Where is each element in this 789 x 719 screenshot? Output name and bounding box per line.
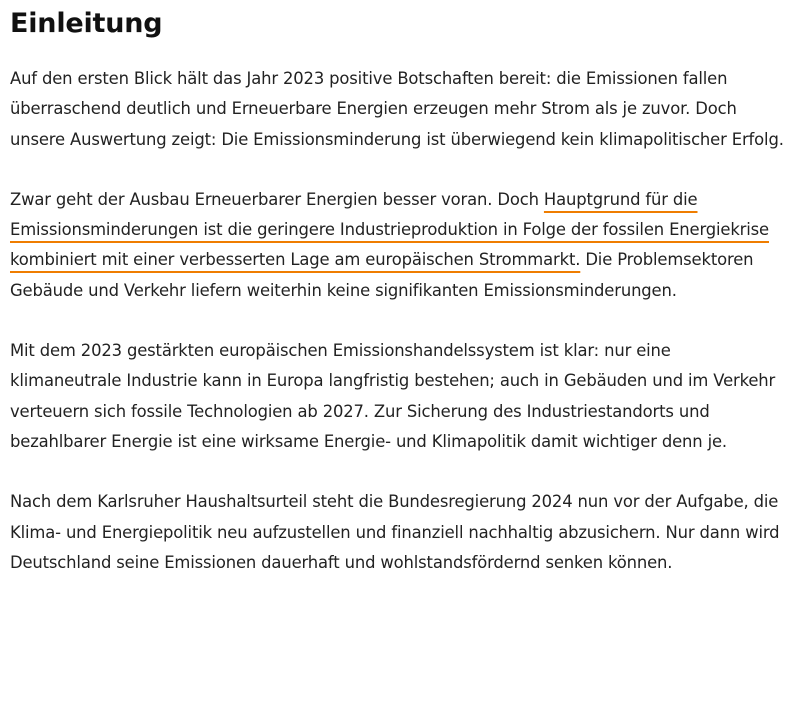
paragraph-budget-ruling: Nach dem Karlsruher Haushaltsurteil steht die Bundesregierung 2024 nun vor der Aufgabe, die Klima- und Energiepolitik neu aufzustellen und finanziell nachhaltig abzusichern. Nur dann wird Deutschland seine Emissionen dauerhaft und wohlstandsfördernd senken können. (10, 492, 780, 572)
paragraph-emissions-trading: Mit dem 2023 gestärkten europäischen Emissionshandelssystem ist klar: nur eine klimaneutrale Industrie kann in Europa langfristig bestehen; auch in Gebäuden und im Verkehr verteuern sich fossile Technologien ab 2027. Zur Sicherung des Industriestandorts und bezahlbarer Energie ist eine wirksame Energie- und Klimapolitik damit wichtiger denn je. (10, 341, 776, 451)
highlighted-key-finding: Hauptgrund für die Emissionsminderungen ist die geringere Industrieproduktion in Folge der fossilen Energiekrise kombiniert mit einer verbesserten Lage am europäischen Strommarkt. (10, 189, 769, 270)
section-heading: Einleitung (10, 8, 163, 39)
paragraph-reasons (10, 185, 785, 306)
paragraph-reasons-tail: Die Problemsektoren Gebäude und Verkehr liefern weiterhin keine signifikanten Emissionsminderungen. (10, 250, 754, 300)
paragraph-intro: Auf den ersten Blick hält das Jahr 2023 positive Botschaften bereit: die Emissionen fallen überraschend deutlich und Erneuerbare Energien erzeugen mehr Strom als je zuvor. Doch unsere Auswertung zeigt: Die Emissionsminderung ist überwiegend kein klimapolitischer Erfolg. (10, 69, 784, 149)
paragraph-reasons-lead: Zwar geht der Ausbau Erneuerbarer Energien besser voran. Doch (10, 189, 544, 209)
